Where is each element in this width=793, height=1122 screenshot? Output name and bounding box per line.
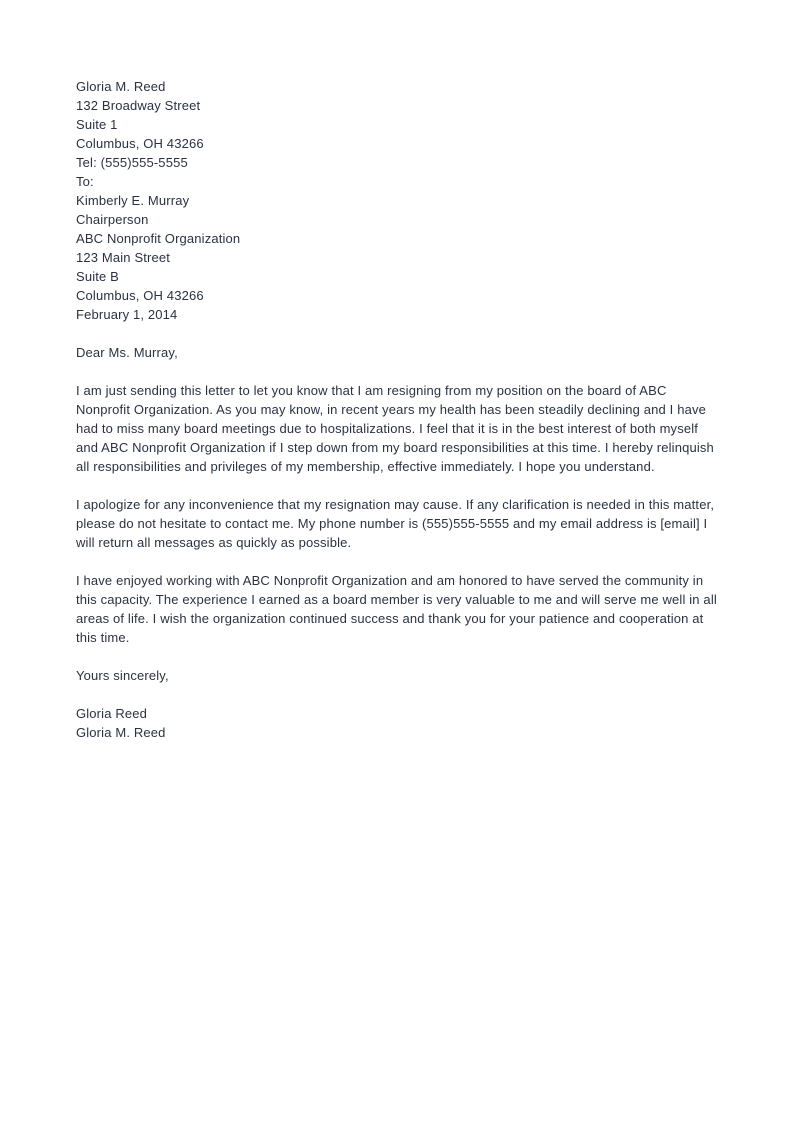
recipient-name: Kimberly E. Murray xyxy=(76,193,190,208)
paragraph-line: I am just sending this letter to let you know that I am resigning from my position on the board of ABC xyxy=(76,383,667,398)
spacer xyxy=(76,362,736,381)
spacer xyxy=(76,552,736,571)
paragraph-line: Nonprofit Organization. As you may know, in recent years my health has been steadily declining and I have xyxy=(76,402,706,417)
salutation: Dear Ms. Murray, xyxy=(76,345,178,360)
letter-page xyxy=(76,77,736,742)
sender-tel: Tel: (555)555-5555 xyxy=(76,155,188,170)
body-paragraph-3 xyxy=(76,571,736,647)
paragraph-line: all responsibilities and privileges of my membership, effective immediately. I hope you understand. xyxy=(76,459,655,474)
paragraph-line: this capacity. The experience I earned as a board member is very valuable to me and will serve me well in all xyxy=(76,592,717,607)
sender-suite: Suite 1 xyxy=(76,117,118,132)
spacer xyxy=(76,476,736,495)
body-paragraph-1 xyxy=(76,381,736,476)
body-paragraph-2 xyxy=(76,495,736,552)
sender-block xyxy=(76,77,736,172)
recipient-street: 123 Main Street xyxy=(76,250,171,265)
spacer xyxy=(76,324,736,343)
paragraph-line: will return all messages as quickly as possible. xyxy=(76,535,352,550)
signer-name: Gloria M. Reed xyxy=(76,725,166,740)
recipient-suite: Suite B xyxy=(76,269,119,284)
paragraph-line: had to miss many board meetings due to hospitalizations. I feel that it is in the best interest of both myself xyxy=(76,421,699,436)
sender-name: Gloria M. Reed xyxy=(76,79,166,94)
sender-street: 132 Broadway Street xyxy=(76,98,201,113)
paragraph-line: I have enjoyed working with ABC Nonprofit Organization and am honored to have served the community in xyxy=(76,573,704,588)
paragraph-line: and ABC Nonprofit Organization if I step down from my board responsibilities at this time. I hereby relinquish xyxy=(76,440,714,455)
closing: Yours sincerely, xyxy=(76,668,169,683)
paragraph-line: please do not hesitate to contact me. My phone number is (555)555-5555 and my email address is [email] I xyxy=(76,516,708,531)
paragraph-line: I apologize for any inconvenience that my resignation may cause. If any clarification is needed in this matter, xyxy=(76,497,715,512)
paragraph-line: areas of life. I wish the organization continued success and thank you for your patience and cooperation at xyxy=(76,611,704,626)
spacer xyxy=(76,647,736,666)
sender-city: Columbus, OH 43266 xyxy=(76,136,204,151)
to-label: To: xyxy=(76,174,94,189)
signature: Gloria Reed xyxy=(76,706,148,721)
recipient-org: ABC Nonprofit Organization xyxy=(76,231,241,246)
recipient-title: Chairperson xyxy=(76,212,149,227)
letter-date: February 1, 2014 xyxy=(76,307,178,322)
paragraph-line: this time. xyxy=(76,630,130,645)
recipient-city: Columbus, OH 43266 xyxy=(76,288,204,303)
spacer xyxy=(76,685,736,704)
recipient-block xyxy=(76,191,736,305)
